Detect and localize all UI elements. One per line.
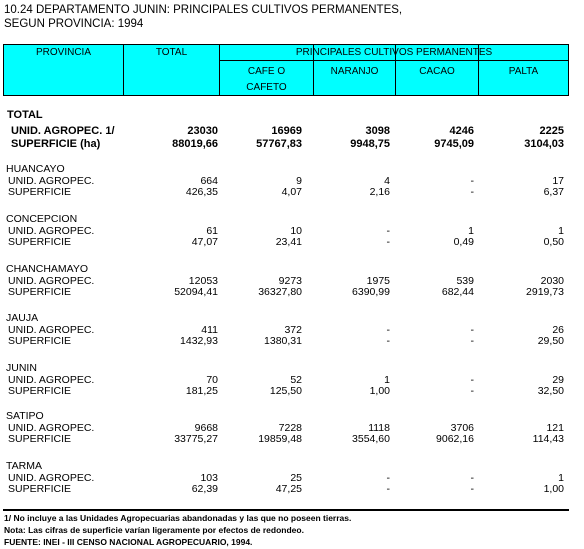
row-label: SUPERFICIE xyxy=(8,286,72,298)
table-cell: 1 xyxy=(558,472,564,484)
header-cafe-line2: CAFETO xyxy=(246,82,287,93)
footnote-1: 1/ No incluye a las Unidades Agropecuarias abandonadas y las que no poseen tierras. xyxy=(4,513,352,523)
row-label: UNID. AGROPEC. xyxy=(8,422,95,434)
header-cafe-line1: CAFE O xyxy=(247,66,286,77)
table-cell: 103 xyxy=(200,472,218,484)
table-row xyxy=(0,125,584,137)
table-title-line2: SEGUN PROVINCIA: 1994 xyxy=(4,18,144,30)
table-row xyxy=(0,286,584,298)
table-cell: 1,00 xyxy=(369,385,390,397)
table-cell: 411 xyxy=(201,324,218,336)
table-cell: 47,07 xyxy=(191,236,218,248)
table-cell: - xyxy=(470,335,474,347)
table-cell: - xyxy=(470,385,474,397)
table-cell: 19859,48 xyxy=(258,433,302,445)
table-cell: 9948,75 xyxy=(350,138,390,150)
row-label: UNID. AGROPEC. xyxy=(8,472,95,484)
section-name: HUANCAYO xyxy=(6,163,65,175)
table-cell: 0,49 xyxy=(453,236,474,248)
table-cell: 4 xyxy=(384,175,390,187)
table-cell: 9 xyxy=(296,175,302,187)
row-label: SUPERFICIE xyxy=(8,433,72,445)
table-cell: 1975 xyxy=(366,275,390,287)
table-cell: 10 xyxy=(290,225,302,237)
row-label: UNID. AGROPEC. xyxy=(8,324,95,336)
row-label: UNID. AGROPEC. xyxy=(8,275,95,287)
section-name: CHANCHAMAYO xyxy=(6,263,89,275)
section-name: JUNIN xyxy=(6,362,37,374)
table-cell: 7228 xyxy=(278,422,302,434)
table-row xyxy=(0,335,584,347)
table-cell: 3098 xyxy=(365,125,390,137)
section-name: TARMA xyxy=(6,460,42,472)
header-cacao: CACAO xyxy=(419,66,455,77)
row-label: SUPERFICIE (ha) xyxy=(11,138,101,150)
table-title-line1: 10.24 DEPARTAMENTO JUNIN: PRINCIPALES CULTIVOS PERMANENTES, xyxy=(4,4,403,16)
table-cell: 52 xyxy=(290,374,302,386)
table-cell: 539 xyxy=(456,275,474,287)
table-cell: 121 xyxy=(546,422,564,434)
row-label: SUPERFICIE xyxy=(8,186,72,198)
section-header xyxy=(0,263,584,275)
table-cell: 70 xyxy=(206,374,218,386)
table-cell: 4246 xyxy=(449,125,474,137)
table-row xyxy=(0,236,584,248)
section-header xyxy=(0,410,584,422)
table-cell: - xyxy=(470,374,474,386)
table-cell: - xyxy=(470,472,474,484)
table-cell: 1432,93 xyxy=(180,335,218,347)
table-cell: - xyxy=(470,186,474,198)
table-cell: 62,39 xyxy=(191,483,218,495)
table-cell: 1380,31 xyxy=(264,335,302,347)
table-cell: 114,43 xyxy=(532,433,564,445)
header-naranjo: NARANJO xyxy=(330,66,379,77)
table-cell: 9668 xyxy=(194,422,218,434)
table-cell: 2,16 xyxy=(369,186,390,198)
table-cell: 88019,66 xyxy=(172,138,218,150)
section-header xyxy=(0,312,584,324)
table-row xyxy=(0,433,584,445)
row-label: UNID. AGROPEC. 1/ xyxy=(11,125,115,137)
table-cell: 9062,16 xyxy=(436,433,474,445)
table-cell: 9273 xyxy=(278,275,302,287)
section-header xyxy=(0,163,584,175)
table-cell: - xyxy=(386,472,390,484)
table-row xyxy=(0,385,584,397)
table-cell: 4,07 xyxy=(281,186,302,198)
table-cell: 3706 xyxy=(450,422,474,434)
table-cell: 32,50 xyxy=(537,385,564,397)
table-cell: 9745,09 xyxy=(434,138,474,150)
table-cell: 664 xyxy=(200,175,218,187)
table-cell: 61 xyxy=(206,225,218,237)
table-cell: - xyxy=(386,225,390,237)
table-cell: 47,25 xyxy=(275,483,302,495)
table-cell: 23,41 xyxy=(275,236,302,248)
table-cell: 36327,80 xyxy=(258,286,302,298)
table-cell: 3104,03 xyxy=(524,138,564,150)
section-header xyxy=(0,213,584,225)
table-cell: 426,35 xyxy=(185,186,218,198)
section-header xyxy=(0,460,584,472)
section-header xyxy=(0,362,584,374)
table-cell: 29,50 xyxy=(537,335,564,347)
section-name: CONCEPCION xyxy=(6,213,78,225)
table-cell: 1 xyxy=(558,225,564,237)
table-cell: 0,50 xyxy=(543,236,564,248)
row-label: SUPERFICIE xyxy=(8,483,72,495)
table-row xyxy=(0,138,584,150)
row-label: UNID. AGROPEC. xyxy=(8,374,95,386)
table-cell: 6390,99 xyxy=(352,286,390,298)
table-cell: 25 xyxy=(290,472,302,484)
header-group: PRINCIPALES CULTIVOS PERMANENTES xyxy=(295,47,493,58)
table-cell: 2225 xyxy=(539,125,564,137)
table-cell: 17 xyxy=(552,175,564,187)
table-cell: 57767,83 xyxy=(256,138,302,150)
table-cell: - xyxy=(386,483,390,495)
table-cell: 12053 xyxy=(188,275,218,287)
table-cell: 23030 xyxy=(187,125,218,137)
table-cell: 181,25 xyxy=(185,385,218,397)
table-cell: - xyxy=(386,324,390,336)
row-label: UNID. AGROPEC. xyxy=(8,225,95,237)
table-header xyxy=(3,44,569,96)
row-label: SUPERFICIE xyxy=(8,236,72,248)
table-cell: 26 xyxy=(552,324,564,336)
table-cell: 3554,60 xyxy=(352,433,390,445)
table-cell: 2030 xyxy=(540,275,564,287)
source-note: FUENTE: INEI - III CENSO NACIONAL AGROPECUARIO, 1994. xyxy=(4,537,253,547)
header-provincia: PROVINCIA xyxy=(35,47,91,58)
section-name: JAUJA xyxy=(6,312,39,324)
table-cell: 6,37 xyxy=(543,186,564,198)
section-name: SATIPO xyxy=(6,410,44,422)
table-cell: - xyxy=(470,324,474,336)
table-cell: 372 xyxy=(284,324,302,336)
table-cell: 16969 xyxy=(271,125,302,137)
header-total: TOTAL xyxy=(155,47,188,58)
table-cell: - xyxy=(470,175,474,187)
table-cell: 682,44 xyxy=(441,286,474,298)
table-cell: - xyxy=(470,483,474,495)
table-cell: 1,00 xyxy=(543,483,564,495)
table-cell: - xyxy=(386,236,390,248)
table-cell: 33775,27 xyxy=(174,433,218,445)
table-cell: 52094,41 xyxy=(174,286,218,298)
table-row xyxy=(0,186,584,198)
header-palta: PALTA xyxy=(508,66,539,77)
table-cell: 1 xyxy=(384,374,390,386)
table-cell: 2919,73 xyxy=(526,286,564,298)
table-cell: 29 xyxy=(552,374,564,386)
row-label: SUPERFICIE xyxy=(8,385,72,397)
table-cell: 1118 xyxy=(368,422,390,434)
table-cell: - xyxy=(386,335,390,347)
table-cell: 125,50 xyxy=(269,385,302,397)
row-label: SUPERFICIE xyxy=(8,335,72,347)
footer-rule xyxy=(3,509,569,511)
section-header xyxy=(0,109,584,121)
table-row xyxy=(0,483,584,495)
footnote-2: Nota: Las cifras de superficie varían ligeramente por efectos de redondeo. xyxy=(4,525,304,535)
row-label: UNID. AGROPEC. xyxy=(8,175,95,187)
table-cell: 1 xyxy=(468,225,474,237)
section-name: TOTAL xyxy=(7,109,43,121)
